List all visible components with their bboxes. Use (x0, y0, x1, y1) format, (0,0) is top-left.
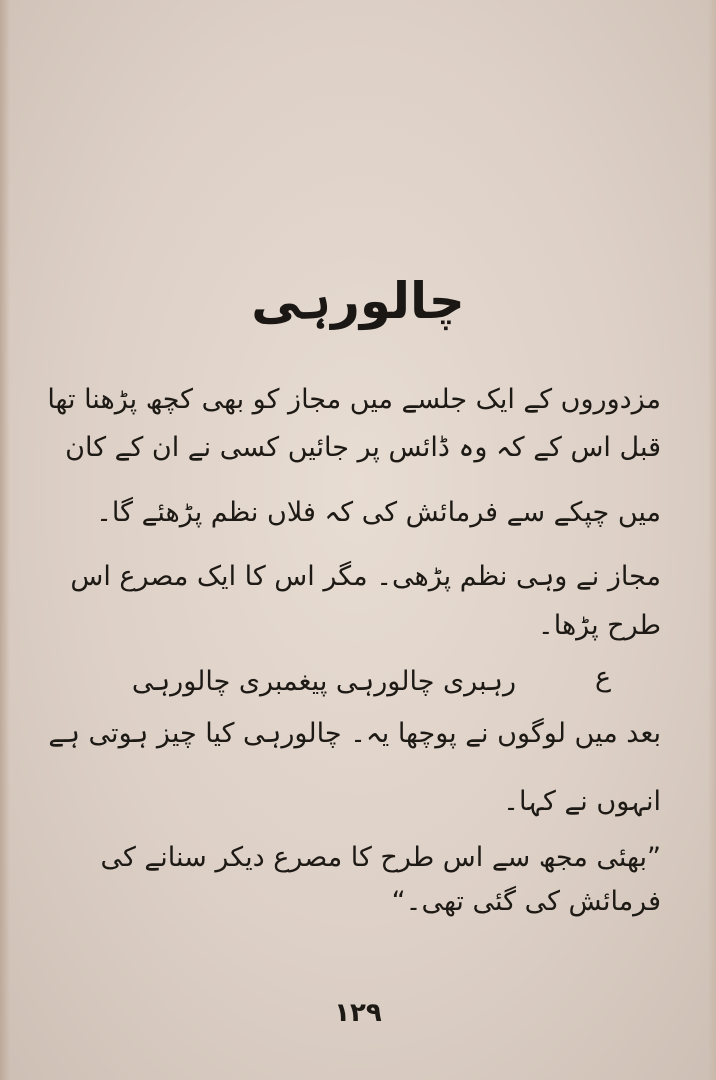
text-line-7: انہوں نے کہا۔ (503, 786, 661, 817)
page-edge-right (708, 0, 716, 1080)
text-line-5: طرح پڑھا۔ (537, 610, 661, 641)
text-line-8: ”بھئی مجھ سے اس طرح کا مصرع دیکر سنانے کی (100, 842, 661, 873)
verse-mark: ع (595, 662, 612, 693)
verse-line: رہبری چالورہی پیغمبری چالورہی (131, 666, 516, 697)
text-line-2: قبل اس کے کہ وہ ڈائس پر جائیں کسی نے ان کے کان (65, 432, 661, 463)
text-line-3: میں چپکے سے فرمائش کی کہ فلاں نظم پڑھئے گا۔ (96, 497, 661, 528)
text-line-4: مجاز نے وہی نظم پڑھی۔ مگر اس کا ایک مصرع اس (70, 561, 661, 592)
text-line-1: مزدوروں کے ایک جلسے میں مجاز کو بھی کچھ پڑھنا تھا (47, 384, 661, 415)
page-title: چالورہی (251, 272, 465, 330)
page-number: ۱۲۹ (334, 998, 382, 1028)
text-line-9: فرمائش کی گئی تھی۔“ (391, 886, 661, 917)
page-edge-left (0, 0, 10, 1080)
text-line-6: بعد میں لوگوں نے پوچھا یہ۔ چالورہی کیا چیز ہوتی ہے (48, 718, 661, 749)
